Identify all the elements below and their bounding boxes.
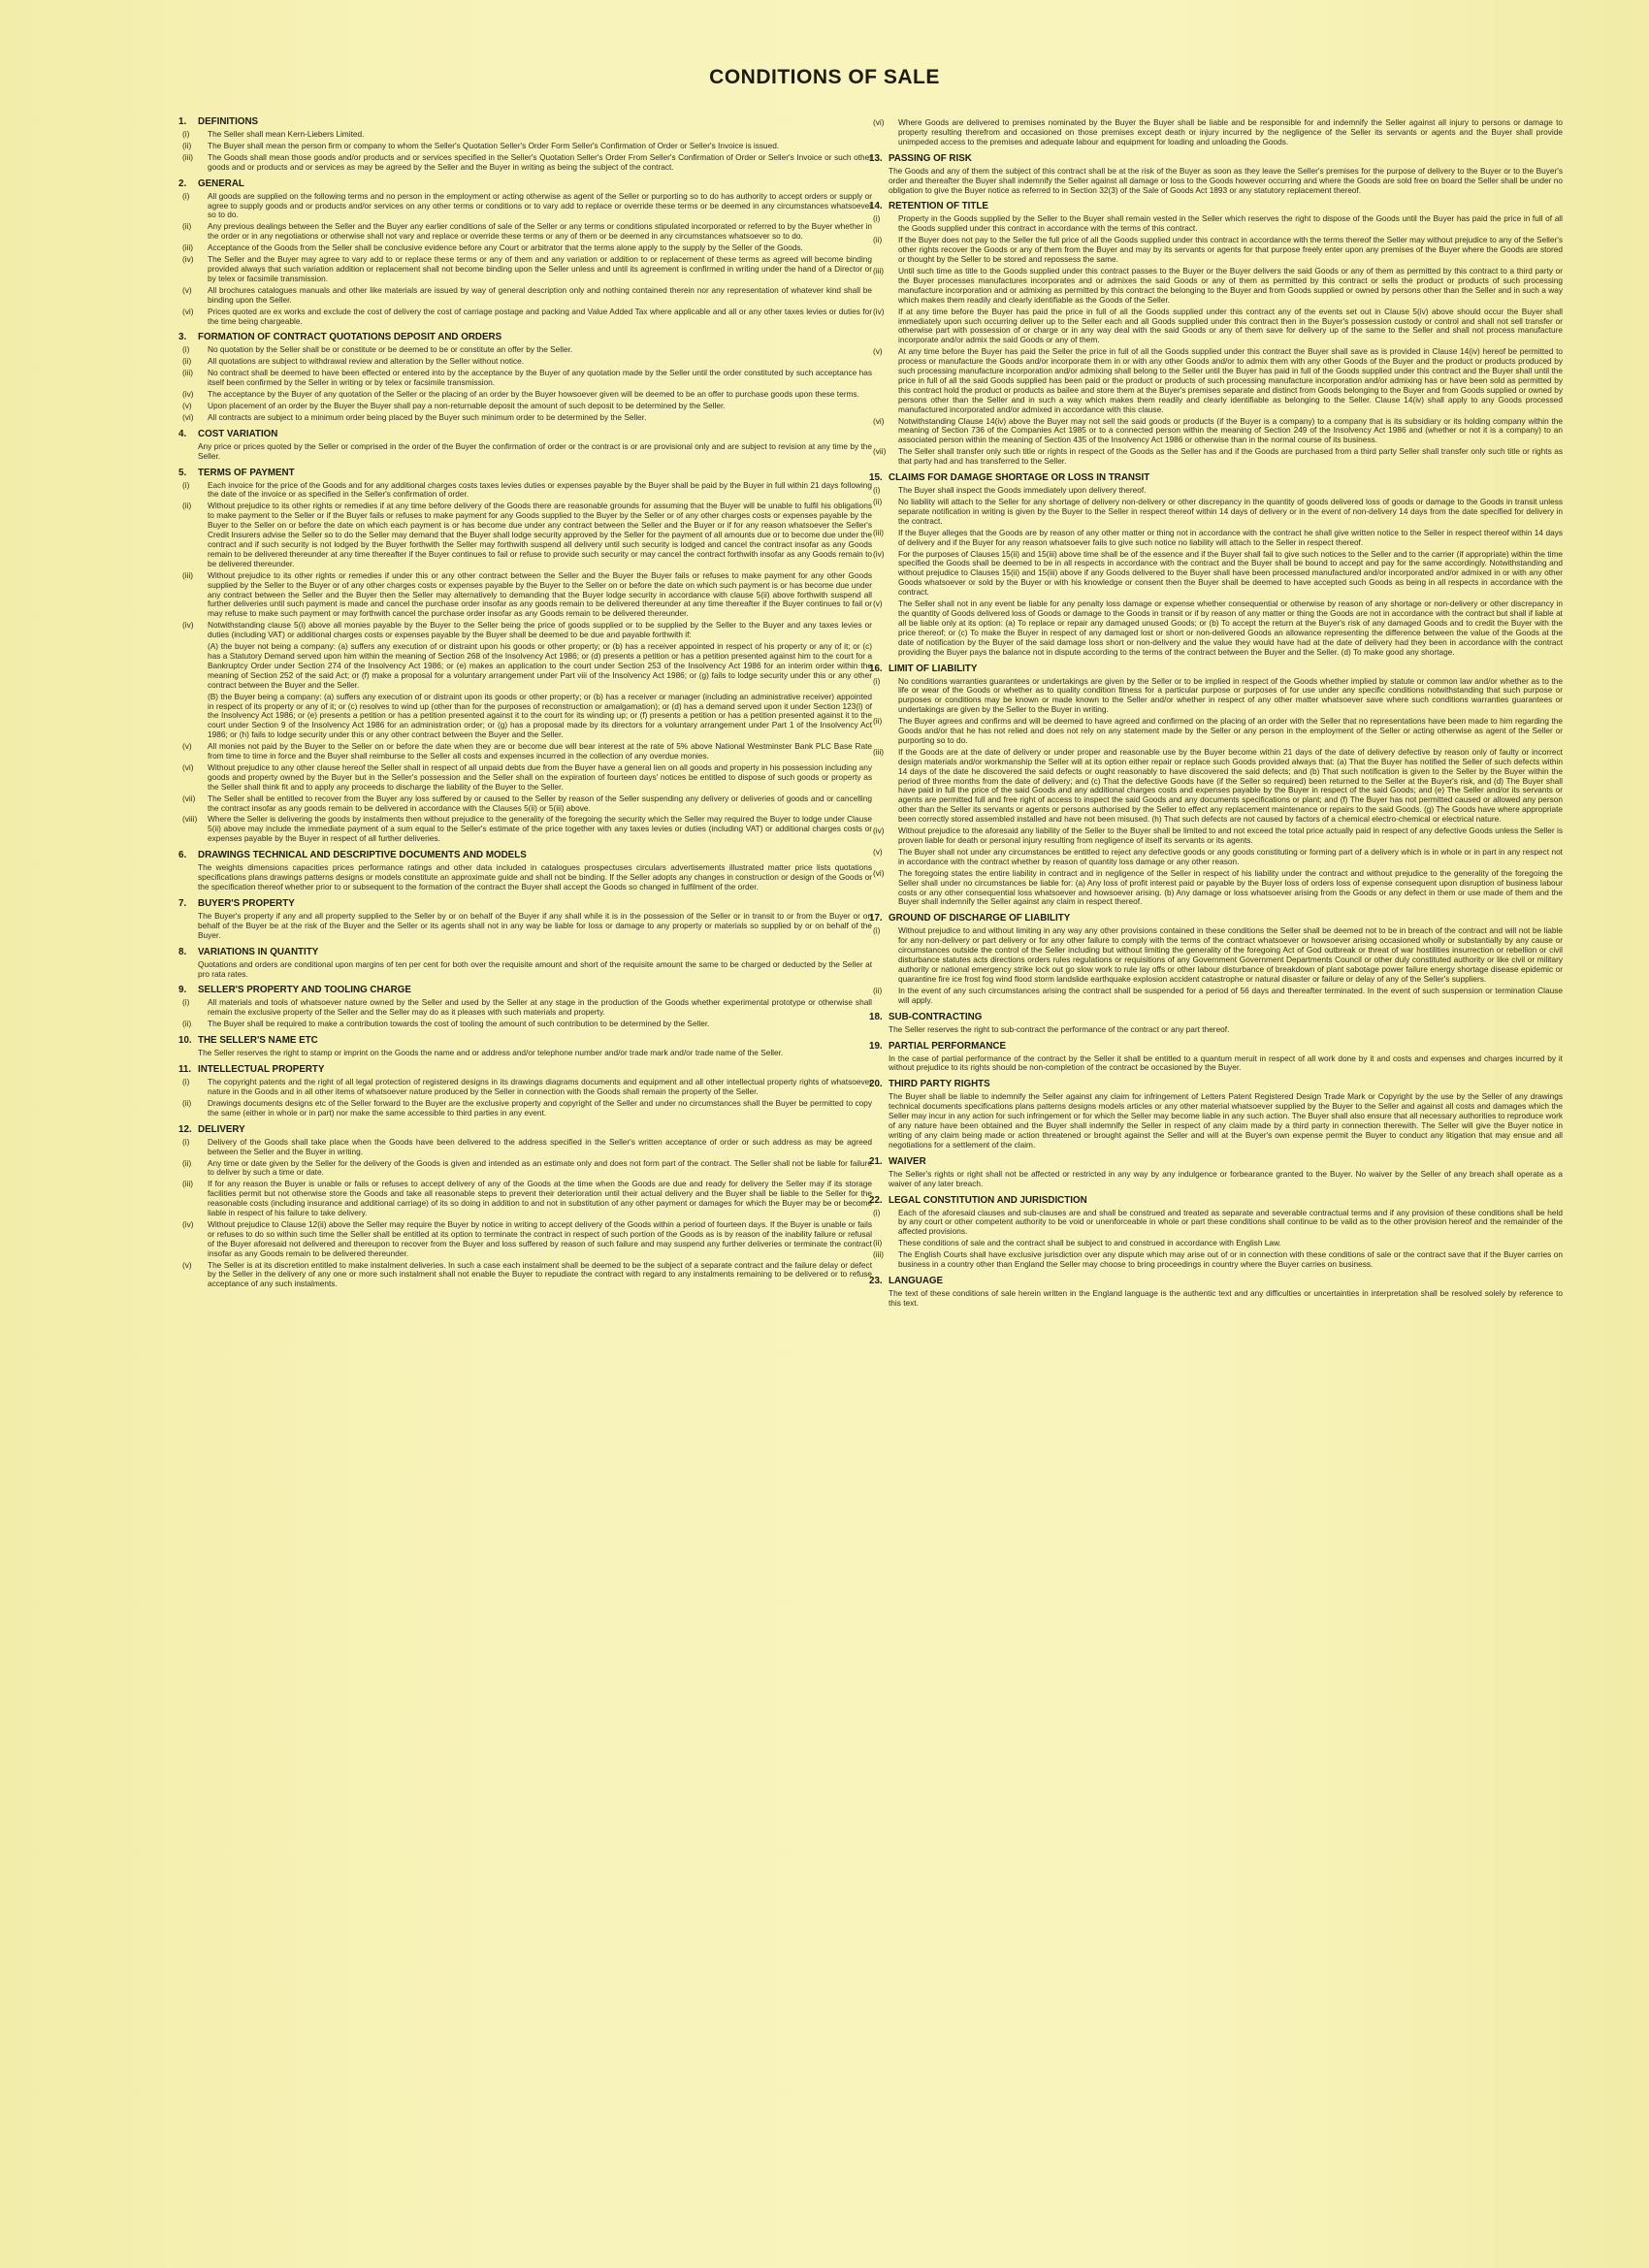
sub-clause-text: The Seller shall not in any event be liable for any penalty loss damage or expense whether consequential or otherwise by reason of any shortage or non-delivery or other discrepancy in the quantity of Goods delivered loss of Goods or damage to the Goods in transit or if by reason of any matter or thing the Goods are not in accordance with the contract but shall if liable at all be liable only at its option: (a) To replace or repair any damaged unused Goods; or (b) To accept the return at the Buyer's risk of any damaged Goods and to credit the Buyer with the price thereof; or (c) To make the Buyer in respect of any damaged lost or short or non-delivered Goods an allowance representing the difference between the value of the Goods at the date of notification by the Buyer of the said damage loss short or non-delivery and the value they would have had at the date of delivery had they been in accordance with the contract providing the Buyer pays the balance not in dispute according to the terms of the contract between the Buyer and the Seller. (d) To make good any shortage. (898, 599, 1563, 657)
sub-clause-text: Notwithstanding clause 5(i) above all monies payable by the Buyer to the Seller being the price of goods supplied or to be supplied by the Seller to the Buyer and any taxes levies or duties (including VAT) or additional charges costs or expenses payable by the Buyer shall be deemed to be due and payable forthwith if: (208, 620, 872, 640)
sub-clause (178, 413, 872, 423)
clause-paragraph: In the case of partial performance of the contract by the Seller it shall be entitled to a quantum meruit in respect of all work done by it and costs and expenses and charges incurred by it without prejudice to its rights should be non-completion of the contract be occasioned by the Buyer. (889, 1053, 1563, 1073)
sub-clause-number: (iv) (873, 548, 885, 559)
clause-paragraph: The Seller reserves the right to stamp or imprint on the Goods the name and or address and/or telephone number and/or trade mark and/or trade name of the Seller. (198, 1048, 784, 1058)
sub-clause-text: Acceptance of the Goods from the Seller shall be conclusive evidence before any Court or arbitrator that the terms alone apply to the supply by the Seller of the Goods. (208, 243, 803, 253)
sub-clause-text: The Seller and the Buyer may agree to vary add to or replace these terms or any of them and any variation or addition to or replacement of these terms as agreed will become binding provided always that such variation addition or replacement shall not become binding upon the Seller unless and until its agreement is confirmed in writing under the hand of a Director or by telex or facsimile transmission. (208, 254, 872, 283)
clause-heading (869, 1012, 1563, 1023)
sub-clause (178, 481, 872, 501)
sub-clause-text: Prices quoted are ex works and exclude the cost of delivery the cost of carriage postage and packing and Value Added Tax where applicable and all or any other taxes levies or duties for the time being chargeable. (208, 306, 872, 326)
sub-clause-number (178, 642, 208, 691)
sub-clause (178, 192, 872, 221)
sub-clause-number: (vii) (873, 446, 887, 457)
clause-number: 16. (869, 663, 883, 674)
sub-clause-text: The English Courts shall have exclusive jurisdiction over any dispute which may arise out of or in connection with these conditions of sale or the contract save that if the Buyer carries on business in a country other than England the Seller may choose to bring proceedings in country where the Buyer carries on business. (898, 1249, 1563, 1270)
clause-paragraph: The weights dimensions capacities prices performance ratings and other data included in catalogues prospectuses circulars advertisements illustrated matter price lists quotations specifications plans drawings patterns designs or models constitute an approximate guide and shall not be binding. If the Seller adopts any changes in construction or design of the Goods or the specification thereof whether prior to or subsequent to the formation of the contract the Buyer shall accept the Goods so changed in fulfilment of the order. (198, 862, 872, 891)
sub-clause-text: Property in the Goods supplied by the Seller to the Buyer shall remain vested in the Seller which reserves the right to dispose of the Goods until the Buyer has paid the price in full of all the Goods supplied under this contract in accordance with the terms of this contract. (898, 213, 1563, 234)
sub-clause-text: All contracts are subject to a minimum order being placed by the Buyer such minimum order to be determined by the Seller. (208, 411, 647, 422)
clause-section (178, 898, 872, 941)
clause-heading (178, 468, 872, 479)
sub-clause (178, 255, 872, 284)
sub-clause (869, 826, 1563, 846)
clause-section (869, 201, 1563, 467)
sub-clause (178, 642, 872, 691)
sub-clause-number: (vi) (873, 867, 885, 878)
sub-clause-text: Without prejudice to any other clause hereof the Seller shall in respect of all unpaid debts due from the Buyer have a general lien on all goods and property in his possession including any goods and property owned by the Buyer but in the Seller's possession and the Seller shall on the expiration of fourteen days' notices be entitled to dispose of such goods or property as the Seller shall think fit and to apply any proceeds to discharge the liability of the Buyer to the Seller. (208, 761, 872, 792)
sub-clause-number: (iii) (182, 243, 194, 253)
clause-section (178, 850, 872, 892)
sub-clause (178, 998, 872, 1018)
sub-clause-number: (i) (182, 479, 190, 490)
clause-heading (869, 1079, 1563, 1090)
sub-clause-number: (v) (873, 599, 883, 609)
sub-clause (178, 1138, 872, 1157)
clause-number: 19. (869, 1040, 883, 1052)
clause-title: PASSING OF RISK (889, 152, 972, 164)
clause-number: 17. (869, 913, 883, 924)
sub-clause (869, 118, 1563, 147)
sub-clause (869, 869, 1563, 908)
sub-clause (869, 347, 1563, 414)
clause-number: 12. (178, 1123, 192, 1135)
clause-title: SELLER'S PROPERTY AND TOOLING CHARGE (198, 985, 411, 996)
sub-clause-number: (ii) (182, 501, 192, 511)
sub-clause-text: The Seller shall mean Kern-Liebers Limited. (208, 129, 365, 139)
clause-section (869, 118, 1563, 147)
clause-heading (869, 1156, 1563, 1168)
sub-clause-number: (vi) (873, 415, 885, 426)
sub-clause (869, 447, 1563, 467)
clause-number: 21. (869, 1155, 883, 1167)
sub-clause-number: (iv) (182, 620, 194, 631)
clause-number: 5. (178, 467, 187, 478)
clause-section (869, 1012, 1563, 1035)
sub-clause (869, 717, 1563, 746)
sub-clause-text: Any previous dealings between the Seller and the Buyer any earlier conditions of sale of the Seller or any terms or conditions stipulated incorporated or referred to by the Buyer whether in the order or in any negotiations or otherwise shall not vary and replace or override these terms or any of them or be deemed in any circumstances whatsoever so to do. (208, 221, 872, 242)
clause-heading (869, 201, 1563, 212)
sub-clause-number: (iii) (182, 151, 194, 162)
sub-clause (869, 498, 1563, 527)
sub-clause-number: (i) (873, 1207, 881, 1217)
clause-title: DRAWINGS TECHNICAL AND DESCRIPTIVE DOCUMENTS AND MODELS (198, 850, 527, 861)
sub-clause-text: Where Goods are delivered to premises nominated by the Buyer the Buyer shall be liable and be responsible for and indemnify the Seller against all injury to persons or damage to property resulting therefrom and occasioned on those premises except death or injury incurred by the negligence of the Seller its servants or agents and the Buyer shall provide unimpeded access to the premises and adequate labour and equipment for loading and unloading the Goods. (898, 118, 1563, 146)
sub-clause (178, 222, 872, 242)
sub-clause (178, 621, 872, 640)
sub-clause-text: If the Goods are at the date of delivery or under proper and reasonable use by the Buyer become within 21 days of the date of delivery defective by reason only of faulty or incorrect design materials and/or workmanship the Seller will at its option either repair or replace such Goods provided always that: (a) That the Buyer has notified the Seller of such defects within 14 days of the date he discovered the said defects or ought reasonably to have discovered the said defects; and (b) That such notification is given to the Seller by the Buyer within the period of three months from the date of delivery; and (c) That the defective Goods have (if the Seller so required) been returned to the Seller at the Buyer's risk, and (d) The Buyer shall have paid in full the price of the said Goods and any additional charges costs and expenses payable by the Buyer in respect of the said Goods; and (e) The Seller and/or its servants or agents are permitted full and free right of access to inspect the said Goods and any documents specifications or plant; and (f) The Buyer has not permitted caused or allowed any person other than the Seller its servants or agents or persons authorised by the Seller to effect any replacement maintenance or repairs to the said Goods. (g) The Goods have where appropriate been correctly stored assembled installed and have not been misused. (h) That such defects are not caused by factors of a chemical electro-chemical or electrical nature. (898, 746, 1563, 825)
sub-clause (869, 1209, 1563, 1238)
sub-clause-number: (v) (182, 1259, 192, 1270)
clause-section (869, 1156, 1563, 1189)
sub-clause (178, 1020, 872, 1029)
sub-clause-number: (ii) (873, 235, 883, 245)
sub-clause-number: (iv) (182, 254, 194, 265)
clause-section (869, 1276, 1563, 1309)
clause-heading (869, 472, 1563, 484)
clause-title: LIMIT OF LIABILITY (889, 663, 978, 674)
sub-clause-number (178, 693, 208, 741)
clause-number: 6. (178, 850, 187, 861)
sub-clause-text: Drawings documents designs etc of the Seller forward to the Buyer are the exclusive property and copyright of the Seller and under no circumstances shall the Buyer be permitted to copy the same (either in whole or in part) nor make the same accessible to third parties in any event. (208, 1097, 872, 1118)
clause-section (178, 947, 872, 980)
sub-clause (869, 214, 1563, 234)
sub-clause-text: Any time or date given by the Seller for the delivery of the Goods is given and intended as an estimate only and does not form part of the contract. The Seller shall not be liable for failure to deliver by such a time or date. (208, 1157, 872, 1178)
clause-title: DELIVERY (198, 1123, 245, 1135)
clause-paragraph: The Buyer shall be liable to indemnify the Seller against any claim for infringement of Letters Patent Registered Design Trade Mark or Copyright by the use by the Seller of any drawings technical documents specifications plans patterns designs models articles or any other material whatsoever supplied by the Buyer to the Seller and against all costs and damages which the Seller may incur in any action for such infringement or for which the Seller may become liable in any such action. The Buyer shall also ensure that all necessary authorities to reproduce work of any nature have been obtained and the Buyer shall indemnify the Seller in respect of any claim made by a third party in connection therewith. The Seller will give the Buyer notice in writing of any claim being made or action threatened or brought against the Seller and will at the Buyer's own expense permit the Buyer to conduct any litigation that may ensue and all negotiations for a settlement of the claim. (889, 1091, 1563, 1150)
clause-title: THE SELLER'S NAME ETC (198, 1035, 318, 1047)
sub-clause-number: (i) (873, 213, 881, 224)
sub-clause-text: No quotation by the Seller shall be or constitute or be deemed to be or constitute an offer by the Seller. (208, 344, 573, 355)
sub-clause-text: The Buyer shall be required to make a contribution towards the cost of tooling the amount of such contribution to be determined by the Seller. (208, 1019, 710, 1029)
sub-clause (869, 529, 1563, 548)
clause-paragraph: The Buyer's property if any and all property supplied to the Seller by or on behalf of the Buyer if any shall while it is in the possession of the Seller or in transit to or from the Buyer or on behalf of the Buyer be at the risk of the Buyer and the Seller or its agents shall not in any way be liable for loss or damage to any property or materials so supplied by or on behalf of the Buyer. (198, 910, 872, 940)
clause-title: DEFINITIONS (198, 116, 259, 127)
sub-clause-text: Delivery of the Goods shall take place when the Goods have been delivered to the address specified in the Seller's written acceptance of order or such address as may be agreed between the Seller and the Buyer in writing. (208, 1136, 872, 1156)
sub-clause-number: (v) (182, 400, 192, 410)
sub-clause-number: (ii) (182, 140, 192, 150)
sub-clause (178, 357, 872, 367)
clause-title: CLAIMS FOR DAMAGE SHORTAGE OR LOSS IN TRANSIT (889, 472, 1150, 484)
clause-number: 22. (869, 1194, 883, 1206)
clause-section (178, 1124, 872, 1290)
clause-number: 23. (869, 1276, 883, 1286)
sub-clause-number: (v) (873, 346, 883, 357)
sub-clause-number: (i) (873, 675, 881, 686)
sub-clause (178, 1261, 872, 1290)
sub-clause (869, 748, 1563, 825)
sub-clause (869, 308, 1563, 346)
clause-heading (178, 332, 872, 343)
clause-title: INTELLECTUAL PROPERTY (198, 1064, 325, 1076)
sub-clause-number: (i) (182, 1077, 190, 1087)
sub-clause (178, 1220, 872, 1259)
sub-clause (178, 502, 872, 568)
sub-clause (178, 763, 872, 793)
right-column (869, 118, 1563, 2233)
clause-paragraph: Quotations and orders are conditional upon margins of ten per cent for both over the requisite amount and short of the requisite amount the same to be charged or deducted by the Seller at pro rata rates. (198, 958, 872, 979)
clause-section (869, 1195, 1563, 1270)
clause-paragraph: The Seller's rights or right shall not be affected or restricted in any way by any indulgence or forbearance granted to the Buyer. No waiver by the Seller of any breach shall operate as a waiver of any later breach. (889, 1168, 1563, 1188)
sub-clause-number: (v) (873, 846, 883, 857)
sub-clause (178, 794, 872, 814)
clause-heading (178, 947, 872, 958)
sub-clause-text: Without prejudice to its other rights or remedies if at any time before delivery of the Goods there are reasonable grounds for assuming that the Buyer will be unable to fulfil his obligations to make payment to the Seller or if the Buyer fails or refuses to make payment for any Goods supplied to the Buyer by the Seller or of any other charges costs or expenses payable by the Buyer to the Seller on or before the date on which each payment is or has become due under any contract between the Seller and the Buyer or if for any reason whatsoever the Seller's Credit Insurers advise the Seller so to do the Seller may demand that the Buyer shall lodge security approved by the Seller for the payment of all amounts due or to become due under the contract and if such security is not lodged by the Buyer forthwith the Seller may forthwith suspend all delivery until such security is lodged and cancel the contract insofar as any Goods remain to be delivered thereunder at any time thereafter if the Buyer continues to fail or refuse to provide such security or may cancel the contract forthwith insofar as any Goods remain to be delivered thereunder. (208, 501, 872, 568)
sub-clause (178, 1159, 872, 1179)
sub-clause (178, 1078, 872, 1097)
clause-number: 9. (178, 985, 187, 996)
clause-section (178, 468, 872, 845)
clause-section (178, 332, 872, 422)
sub-clause-text: (B) the Buyer being a company: (a) suffers any execution of or distraint upon its goods or other property; or (b) has a receiver or manager (including an administrative receiver) appointed in respect of its property or any of it; or (c) resolves to wind up (other than for the purposes of reconstruction or amalgamation); or (d) has a demand served upon it under Section 123(l) of the Insolvency Act 1986; or (e) presents a petition or has a petition presented against it to the court for its winding up; or (f) presents a petition or has a petition presented against it to the court under Section 9 of the Insolvency Act 1986 for an administration order; or (g) has a proposal made by its directors for a voluntary arrangement under Part 1 of the Insolvency Act 1986; or (h) fails to lodge security under this or any other contract between the Buyer and the Seller. (208, 691, 872, 740)
page-title: CONDITIONS OF SALE (709, 66, 940, 88)
sub-clause (178, 390, 872, 400)
sub-clause (178, 142, 872, 151)
sub-clause-number: (ii) (873, 1238, 883, 1248)
clause-section (869, 472, 1563, 657)
clause-number: 10. (178, 1035, 192, 1047)
sub-clause (869, 677, 1563, 716)
sub-clause-number: (i) (182, 997, 190, 1008)
clause-paragraph: Any price or prices quoted by the Seller or comprised in the order of the Buyer the confirmation of order or the contract is or are provisional only and are subject to revision at any time by the Seller. (198, 440, 872, 461)
sub-clause-number: (ii) (182, 1097, 192, 1108)
sub-clause-number: (v) (182, 284, 192, 295)
sub-clause-text: If the Buyer does not pay to the Seller the full price of all the Goods supplied under this contract in accordance with the terms thereof the Seller may without prejudice to any of the Seller's other rights recover the Goods or any of them from the Buyer and may by its servants or agents for that purpose freely enter upon any premises of the Buyer where the Goods are stored or thought by the Seller to be stored and repossess the same. (898, 235, 1563, 265)
sub-clause-number: (i) (873, 925, 881, 936)
sub-clause (869, 550, 1563, 599)
sub-clause (869, 1250, 1563, 1270)
clause-title: LANGUAGE (889, 1276, 944, 1286)
clause-number: 1. (178, 116, 187, 127)
sub-clause-number: (iii) (873, 746, 885, 757)
sub-clause-text: The Goods shall mean those goods and/or products and or services specified in the Seller's Quotation Seller's Order From Seller's Confirmation of Order or Seller's Invoice or such other goods and or products and or services as may be agreed by the Seller and the Buyer in writing as being the subject of the contract. (208, 151, 872, 172)
sub-clause-number: (ii) (182, 1157, 192, 1168)
clause-paragraph: The Goods and any of them the subject of this contract shall be at the risk of the Buyer as soon as they leave the Seller's premises for the purpose of delivery to the Buyer or to the Buyer's order and thereafter the Buyer shall indemnify the Seller against all damage or loss to the Goods however occurring and where the Goods are sold free on board the Seller shall be under no obligation to give the Buyer notice as referred to in Section 32(3) of the Sale of Goods Act 1893 or any statutory replacement thereof. (889, 165, 1563, 195)
sub-clause-text: Without prejudice to its other rights or remedies if under this or any other contract between the Seller and the Buyer the Buyer fails or refuses to make payment for any other Goods supplied by the Seller to the Buyer or of any other charges costs or expenses payable by the Buyer to the Seller on or before the date on which such payment is or has become due under any contract between the Seller and the Buyer then the Seller may alternatively to demanding that the Buyer lodge security in accordance with clause 5(ii) above forthwith suspend all further deliveries until such payment is made and cancel the purchase order insofar as any goods remain to be delivered thereunder at any time thereafter if the Buyer continues to fail or may refuse to make such payment or may forthwith cancel the purchase order insofar as any Goods remain to be delivered thereunder. (208, 569, 872, 619)
sub-clause-text: All quotations are subject to withdrawal review and alteration by the Seller without notice. (208, 356, 525, 367)
sub-clause (869, 267, 1563, 306)
sub-clause-text: If at any time before the Buyer has paid the price in full of all the Goods supplied under this contract any of the events set out in Clause 5(iv) above should occur the Buyer shall immediately upon such occurring deliver up to the Seller each and all Goods supplied under this contract then in the Buyer's possession custody or control and shall not sell transfer or otherwise part with possession of or charge or in any way deal with the said Goods or any of them save for delivery up of the same to the Seller and shall not process manufacture incorporate and/or admix the said Goods or any of them. (898, 306, 1563, 345)
clause-heading (178, 178, 872, 190)
clause-section (869, 1041, 1563, 1074)
sub-clause-text: Without prejudice to Clause 12(ii) above the Seller may require the Buyer by notice in writing to accept delivery of the Goods within a period of fourteen days. If the Buyer is unable or fails or refuses to do so within such time the Seller shall be entitled at its option to terminate the contract in respect of such portion of the Goods as is by reason of the inability failure or refusal of the Buyer aforesaid not delivered and thereupon to recover from the Buyer and loss suffered by reason of such failure and may suspend any further deliveries or terminate the contract insofar as any Goods remain to be delivered thereunder. (208, 1218, 872, 1258)
sub-clause-number: (i) (873, 485, 881, 496)
sub-clause (178, 308, 872, 327)
sub-clause (869, 417, 1563, 446)
sub-clause-text: The Buyer shall mean the person firm or company to whom the Seller's Quotation Seller's Order Form Seller's Confirmation of Order or Seller's Invoice is issued. (208, 140, 780, 150)
clause-section (178, 178, 872, 327)
clause-title: PARTIAL PERFORMANCE (889, 1040, 1007, 1052)
sub-clause-number: (i) (182, 344, 190, 355)
clause-section (178, 429, 872, 462)
sub-clause-text: All materials and tools of whatsoever nature owned by the Seller and used by the Seller at any stage in the production of the Goods whether experimental prototype or otherwise shall remain the exclusive property of the Seller and the Seller may do as it pleases with such materials and property. (208, 997, 872, 1018)
clause-number: 4. (178, 428, 187, 439)
sub-clause-text: No conditions warranties guarantees or undertakings are given by the Seller or to be implied in respect of the Goods whether implied by statute or common law and/or whether as to the life or wear of the Goods or whether as to quality condition fitness for a particular purpose or purposes of for use under any specific conditions notwithstanding that such purpose or purposes or conditions may be known or made known to the Seller and/or whether in respect of any other matter whatsoever save where such conditions warranties guarantees or undertakings are given by the Seller to the Buyer in writing. (898, 675, 1563, 715)
clause-title: RETENTION OF TITLE (889, 201, 988, 212)
clause-section (869, 913, 1563, 1005)
clause-title: LEGAL CONSTITUTION AND JURISDICTION (889, 1194, 1087, 1206)
sub-clause-number: (iv) (182, 389, 194, 400)
sub-clause-text: All goods are supplied on the following terms and no person in the employment or acting otherwise as agent of the Seller or purporting so to do has authority to accept orders or supply or agree to supply goods and or products and/or services on any other terms or conditions or to vary add to replace or override these terms or be deemed in any circumstances whatsoever so to do. (208, 190, 872, 220)
clause-heading (869, 1276, 1563, 1287)
sub-clause-text: Each of the aforesaid clauses and sub-clauses are and shall be construed and treated as separate and severable contractual terms and if any provision of these conditions shall be held by any court or other competent authority to be void or unenforceable in whole or part these conditions shall continue to be valid as to the other provision hereof and the remainder of the affected provisions. (898, 1207, 1563, 1237)
sub-clause-text: The foregoing states the entire liability in contract and in negligence of the Seller in respect of his liability under the contract and without prejudice to the generality of the foregoing the Seller shall under no circumstances be liable for: (a) Any loss of profit interest paid or payable by the Buyer loss of orders loss of expense consequent upon disruption of business labour costs or any other consequential loss whatsoever and howsoever arising. (b) Any damage or loss whatsoever arising from the Goods or any defect in them or use made of them and the Buyer shall indemnify the Seller against any claim in respect thereof. (898, 867, 1563, 907)
sub-clause-text: Without prejudice to and without limiting in any way any other provisions contained in these conditions the Seller shall be deemed not to be in breach of the contract and will not be liable for any non-delivery or part delivery or for any other failure to comply with the terms of the contract whatsoever or howsoever arising occasioned wholly or substantially by any cause or circumstances outside the control of the Seller including but without limiting the generality of the foregoing Act of God outbreak or threat of war hostilities insurrection or rebellion or civil disturbance statutes acts directions orders rules regulations or requisitions of any Government Government Departments Council or other duly constituted authority or like civil or military authority or national emergency strike lock out go slow work to rule lay offs or other labour disturbance of breakdown of plant sabotage power failure energy shortage disease epidemic or quarantine fire ice frost fog wind flood storm landslide earthquake explosion accident catastrophe or natural disaster or failure or delay of any of the Seller's suppliers. (898, 925, 1563, 984)
sub-clause-number: (vi) (182, 306, 194, 316)
sub-clause-number: (iv) (873, 306, 885, 316)
clause-title: COST VARIATION (198, 428, 278, 439)
sub-clause-text: Notwithstanding Clause 14(iv) above the Buyer may not sell the said goods or products (if the Buyer is a company) to a company that is its subsidiary or its holding company within the meaning of Section 736 of the Companies Act 1985 or to a connected person within the meaning of Section 249 of the Insolvency Act 1986 and (whether or not it is a company) to an associated person within the meaning of Section 435 of the Insolvency Act 1986 or otherwise than in the normal course of its business. (898, 415, 1563, 445)
sub-clause-text: The Buyer shall inspect the Goods immediately upon delivery thereof. (898, 485, 1147, 496)
sub-clause-text: At any time before the Buyer has paid the Seller the price in full of all the Goods supplied under this contract the Buyer shall save as is provided in Clause 14(iv) hereof be permitted to process or manufacture the Goods and/or incorporate them in or with any other Goods and/or to admix them with any other Goods of the Buyer and the product or products produced by such processing manufacture incorporation and/or admixing shall belong to the Seller until the Buyer has paid in full of the Goods supplied under this contract and the Buyer shall until the price in full of all the said Goods supplied has been paid or the product or products of such processing manufacture incorporation and/or admixing has or have been sold as permitted by this contract hold the product or products as bailee and store them at the Buyer's premises separate and distinct from Goods belonging to the Buyer and from Goods supplied or owned by persons other than the Seller and in such a way which makes them readily and clearly identifiable as belonging to the Seller. Clause 14(iv) shall apply to any Goods processed manufactured incorporated and/or admixed in accordance with this clause. (898, 346, 1563, 414)
sub-clause-text: Upon placement of an order by the Buyer the Buyer shall pay a non-returnable deposit the amount of such deposit to be determined by the Seller. (208, 400, 726, 410)
sub-clause-text: The Seller shall be entitled to recover from the Buyer any loss suffered by or caused to the Seller by reason of the Seller suspending any delivery or deliveries of goods and or cancelling the contract insofar as any goods remain to be delivered in accordance with the Clauses 5(ii) or 5(iii) above. (208, 793, 872, 813)
clause-heading (869, 664, 1563, 675)
clause-section (869, 664, 1563, 908)
sub-clause (178, 130, 872, 140)
sub-clause-number: (iii) (873, 265, 885, 275)
clause-paragraph: The Seller reserves the right to sub-contract the performance of the contract or any part thereof. (889, 1023, 1230, 1034)
clause-heading (178, 1124, 872, 1136)
clause-title: VARIATIONS IN QUANTITY (198, 946, 319, 957)
sub-clause-text: The Seller is at its discretion entitled to make instalment deliveries. In such a case each instalment shall be deemed to be the subject of a separate contract and the failure delay or defect by the Seller in the delivery of any one or more such instalment shall not enable the Buyer to repudiate the contract with regard to any instalments remaining to be delivered or to refuse acceptance of any such instalments. (208, 1259, 872, 1289)
clause-number: 13. (869, 152, 883, 164)
sub-clause-number: (ii) (182, 1019, 192, 1029)
sub-clause-text: Where the Seller is delivering the goods by instalments then without prejudice to the generality of the foregoing the security which the Seller may required the Buyer to lodge under Clause 5(ii) above may include the immediate payment of a sum equal to the Seller's estimate of the price together with any taxes levies or duties (including VAT) or additional charges costs or expenses payable by the Buyer in respect of all further deliveries. (208, 814, 872, 844)
clause-number: 3. (178, 332, 187, 343)
sub-clause (178, 345, 872, 355)
sub-clause-text: The Seller shall transfer only such title or rights in respect of the Goods as the Seller has and if the Goods are purchased from a third party Seller shall transfer only such title or rights as that party had and has transferred to the Seller. (898, 446, 1563, 467)
sub-clause (178, 153, 872, 173)
sub-clause (178, 571, 872, 620)
sub-clause (869, 926, 1563, 984)
sub-clause (869, 848, 1563, 867)
sub-clause-text: For the purposes of Clauses 15(ii) and 15(iii) above time shall be of the essence and if the Buyer shall fail to give such notices to the Seller and to the carrier (if appropriate) within the time specified the Goods shall be deemed to be in all respects in accordance with the contract and the Buyer shall be bound to accept and pay for the same accordingly. Notwithstanding and without prejudice to Clauses 15(ii) and 15(iii) above if any Goods delivered to the Buyer shall have been processed manufactured and/or incorporated and/or admixed in or with any other Goods whatsoever or sold by the Buyer or with his knowledge or consent then the Buyer shall be deemed to have accepted such Goods as being in all respects in accordance with the contract. (898, 548, 1563, 598)
sub-clause (178, 286, 872, 306)
sub-clause-text: All brochures catalogues manuals and other like materials are issued by way of general description only and nothing contained therein nor any representation of whatever kind shall be binding upon the Seller. (208, 284, 872, 305)
sub-clause-text: Until such time as title to the Goods supplied under this contract passes to the Buyer or the Buyer delivers the said Goods or any of them as permitted by this contract to a third party or the Buyer processes manufactures incorporates and or admixes the said Goods or any of them as permitted by this contract or sells the product or products of such processing manufacture incorporation and or admixing as permitted by this contract the belonging to the Buyer and from Goods supplied or owned by persons other than the Seller and in such a way which makes them readily and clearly identifiable as the Goods of the Seller. (898, 265, 1563, 305)
sub-clause (178, 1180, 872, 1218)
clause-title: BUYER'S PROPERTY (198, 897, 295, 909)
sub-clause-number: (vi) (182, 761, 194, 772)
sub-clause-number: (ii) (873, 497, 883, 506)
sub-clause (178, 369, 872, 388)
sub-clause-number: (v) (182, 741, 192, 752)
clause-number: 11. (178, 1064, 192, 1076)
sub-clause-number: (ii) (873, 716, 883, 727)
sub-clause-text: These conditions of sale and the contract shall be subject to and construed in accordance with English Law. (898, 1238, 1281, 1248)
sub-clause-number: (ii) (182, 221, 192, 232)
clause-title: SUB-CONTRACTING (889, 1011, 983, 1022)
sub-clause-text: If the Buyer alleges that the Goods are by reason of any other matter or thing not in accordance with the contract he shall give written notice to the Seller in respect thereof within 14 days of delivery and if the Buyer for any reason whatsoever fails to give such notice no liability will attach to the Seller in respect thereof. (898, 527, 1563, 547)
clause-heading (869, 1195, 1563, 1207)
clause-heading (178, 850, 872, 861)
sub-clause-text: The acceptance by the Buyer of any quotation of the Seller or the placing of an order by the Buyer howsoever given will be deemed to be an offer to purchase goods upon these terms. (208, 389, 859, 400)
clause-number: 18. (869, 1011, 883, 1022)
clause-title: TERMS OF PAYMENT (198, 467, 295, 478)
clause-number: 15. (869, 472, 883, 484)
clause-section (178, 985, 872, 1029)
clause-heading (178, 429, 872, 440)
sub-clause-number: (iii) (873, 1249, 885, 1260)
sub-clause-number: (iii) (182, 368, 194, 378)
sub-clause-text: The Buyer shall not under any circumstances be entitled to reject any defective goods or any goods constituting or forming part of a delivery which is in whole or in part in any respect not in accordance with the contract whether by reason of quantity loss damage or any other reason. (898, 846, 1563, 866)
sub-clause-text: The copyright patents and the right of all legal protection of registered designs in its drawings diagrams documents and equipment and all other intellectual property rights of whatsoever nature in the Goods and in all other items of whatsoever nature produced by the Seller in connection with the Goods shall remain the property of the Seller. (208, 1077, 872, 1096)
clause-heading (178, 1035, 872, 1047)
sub-clause-number: (iv) (873, 826, 885, 836)
sub-clause-text: In the event of any such circumstances arising the contract shall be suspended for a period of 56 days and thereafter terminated. In the event of such suspension or termination Clause will apply. (898, 985, 1563, 1005)
sub-clause (178, 815, 872, 844)
sub-clause (178, 402, 872, 411)
clause-heading (869, 1041, 1563, 1053)
sub-clause-number: (vi) (873, 118, 885, 127)
clause-section (178, 1064, 872, 1118)
clause-paragraph: The text of these conditions of sale herein written in the England language is the authentic text and any difficulties or uncertainties in interpretation shall be resolved solely by reference to this text. (889, 1288, 1563, 1308)
clause-title: WAIVER (889, 1155, 926, 1167)
sub-clause-number: (iv) (182, 1218, 194, 1229)
sub-clause-number: (i) (182, 190, 190, 201)
sub-clause-number: (ii) (182, 356, 192, 367)
sub-clause-text: Each invoice for the price of the Goods and for any additional charges costs taxes levies duties or expenses payable by the Buyer shall be paid by the Buyer in full within 21 days following the date of the invoice or as specified in the Seller's confirmation of order. (208, 479, 872, 500)
sub-clause (869, 1239, 1563, 1248)
clause-title: GROUND OF DISCHARGE OF LIABILITY (889, 913, 1071, 924)
clause-heading (178, 1064, 872, 1076)
clause-section (869, 1079, 1563, 1150)
sub-clause-text: Without prejudice to the aforesaid any liability of the Seller to the Buyer shall be limited to and not exceed the total price actually paid in respect of any defective Goods unless the Seller is proven liable for death or personal injury resulting from negligence of itself its servants or its agents. (898, 826, 1563, 845)
sub-clause (869, 236, 1563, 265)
sub-clause-number: (iii) (873, 527, 885, 537)
clause-heading (178, 116, 872, 128)
sub-clause (178, 1099, 872, 1118)
clause-number: 20. (869, 1079, 883, 1090)
clause-title: THIRD PARTY RIGHTS (889, 1079, 990, 1090)
clause-number: 2. (178, 178, 187, 189)
sub-clause (869, 987, 1563, 1006)
clause-title: FORMATION OF CONTRACT QUOTATIONS DEPOSIT AND ORDERS (198, 332, 502, 343)
clause-number: 8. (178, 946, 187, 957)
sub-clause-number: (vi) (182, 411, 194, 422)
clause-section (178, 116, 872, 173)
sub-clause (869, 599, 1563, 657)
clause-heading (869, 153, 1563, 165)
sub-clause-number: (vii) (182, 793, 196, 803)
sub-clause-number: (i) (182, 129, 190, 139)
left-column (178, 116, 872, 2231)
clause-heading (178, 985, 872, 996)
sub-clause-text: If for any reason the Buyer is unable or fails or refuses to accept delivery of any of the Goods at the time when the Goods are due and ready for delivery the Seller may if its storage facilities permit but not otherwise store the Goods and take all reasonable steps to prevent their deterioration until their actual delivery and the Buyer shall be liable to the Seller for the reasonable costs (including insurance and additional carriage) of its so doing in addition to and not in substitution of any other payment or damages for which the Buyer may be or become liable in respect of his failure to take delivery. (208, 1179, 872, 1218)
sub-clause (178, 243, 872, 253)
clause-heading (869, 913, 1563, 924)
sub-clause (178, 693, 872, 741)
sub-clause (869, 486, 1563, 496)
clause-heading (178, 898, 872, 910)
clause-number: 7. (178, 897, 187, 909)
clause-section (178, 1035, 872, 1058)
clause-number: 14. (869, 201, 883, 212)
sub-clause-number: (iii) (182, 1179, 194, 1189)
sub-clause-number: (i) (182, 1136, 190, 1147)
sub-clause-number: (iii) (182, 569, 194, 580)
clause-section (869, 153, 1563, 196)
sub-clause (178, 742, 872, 761)
sub-clause-text: (A) the buyer not being a company: (a) suffers any execution of or distraint upon his goods or other property; or (b) has a receiver appointed in respect of his property or any of it; or (c) has a Statutory Demand served upon him within the meaning of Section 268 of the Insolvency Act 1986; or (d) presents a petition or has a petition presented against him to the court for a Bankruptcy Order under Section 274 of the Insolvency Act 1986; or (e) makes an application to the court under Section 253 of the Insolvency Act 1986 for an interim order within the meaning of Section 252 of the said Act; or (f) make a proposal for a voluntary arrangement under Part viii of the Insolvency Act 1986; or (g) fails to lodge security under this or any other contract between the Buyer and the Seller. (208, 641, 872, 690)
sub-clause-number: (viii) (182, 814, 198, 825)
sub-clause-text: No liability will attach to the Seller for any shortage of delivery non-delivery or other discrepancy in the quantity of goods delivered loss of goods or damage to the Goods in transit unless separate notification in writing is given by the Buyer to the Seller in respect thereof within 14 days of delivery or in the event of non-delivery 14 days from the date specified for delivery in the contract. (898, 497, 1563, 526)
sub-clause-number: (ii) (873, 985, 883, 995)
sub-clause-text: The Buyer agrees and confirms and will be deemed to have agreed and confirmed on the placing of an order with the Seller that no representations have been made to him regarding the Goods and/or that he has not relied and does not rely on any statement made by the Seller or any person in the employment of the Seller or acting otherwise as agent of the Seller or purporting so to do. (898, 716, 1563, 745)
sub-clause-text: All monies not paid by the Buyer to the Seller on or before the date when they are or become due will bear interest at the rate of 5% above National Westminster Bank PLC Base Rate from time to time in force and the Buyer shall reimburse to the Seller all costs and expenses incurred in the collection of any overdue monies. (208, 741, 872, 761)
clause-title: GENERAL (198, 178, 244, 189)
sub-clause-text: No contract shall be deemed to have been effected or entered into by the acceptance by the Buyer of any quotation made by the Seller until the order constituted by such acceptance has itself been confirmed by the Seller in writing or by telex or facsimile transmission. (208, 368, 872, 388)
